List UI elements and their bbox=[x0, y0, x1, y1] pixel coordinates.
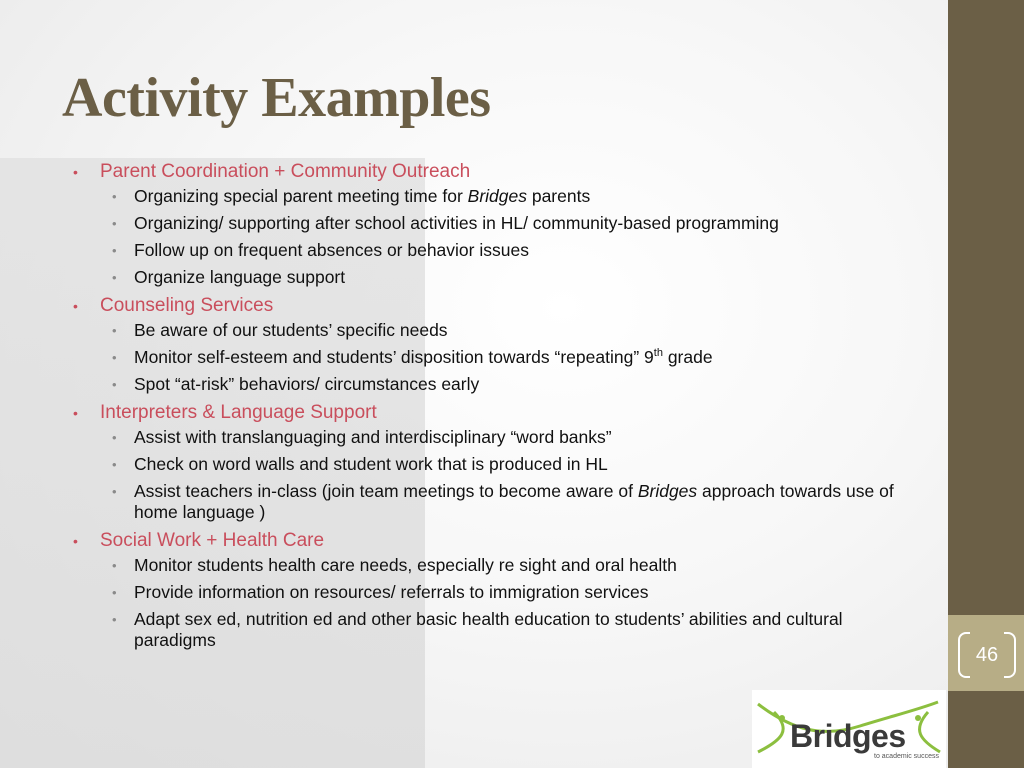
sub-bullet-icon: • bbox=[112, 270, 117, 285]
sub-bullet-icon: • bbox=[112, 457, 117, 472]
list-item bbox=[100, 427, 910, 448]
sub-bullet-icon: • bbox=[112, 585, 117, 600]
section-heading: Interpreters & Language Support bbox=[100, 402, 377, 423]
bridges-logo bbox=[752, 690, 946, 768]
list-item bbox=[100, 347, 910, 368]
list-item bbox=[100, 582, 910, 603]
bullet-icon: • bbox=[73, 298, 78, 314]
page-number-frame bbox=[958, 632, 1016, 676]
sub-bullet-icon: • bbox=[112, 323, 117, 338]
list-item bbox=[100, 240, 910, 261]
item-emphasis: Bridges bbox=[637, 481, 698, 501]
sub-bullet-icon: • bbox=[112, 189, 117, 204]
list-item bbox=[100, 267, 910, 288]
section-item bbox=[70, 160, 910, 288]
list-item bbox=[100, 454, 910, 475]
bullet-content bbox=[70, 160, 910, 657]
section-heading: Counseling Services bbox=[100, 295, 274, 316]
superscript: th bbox=[653, 347, 663, 360]
list-item bbox=[100, 555, 910, 576]
sub-list bbox=[100, 320, 910, 395]
sub-bullet-icon: • bbox=[112, 430, 117, 445]
item-text: Check on word walls and student work that is produced in HL bbox=[134, 454, 608, 474]
item-text: Organizing special parent meeting time for bbox=[134, 186, 468, 206]
sub-bullet-icon: • bbox=[112, 377, 117, 392]
slide-title: Activity Examples bbox=[62, 67, 491, 129]
section-heading: Parent Coordination + Community Outreach bbox=[100, 161, 471, 182]
sub-bullet-icon: • bbox=[112, 350, 117, 365]
sub-bullet-icon: • bbox=[112, 484, 117, 499]
item-text: grade bbox=[662, 347, 713, 367]
page-number: 46 bbox=[975, 644, 999, 666]
item-text: parents bbox=[526, 186, 591, 206]
item-text: Spot “at-risk” behaviors/ circumstances early bbox=[134, 374, 480, 394]
item-text: Assist teachers in-class (join team meetings to become aware of bbox=[134, 481, 638, 501]
sub-list bbox=[100, 427, 910, 523]
bullet-icon: • bbox=[73, 405, 78, 421]
bullet-icon: • bbox=[73, 164, 78, 180]
list-item bbox=[100, 481, 910, 523]
list-item bbox=[100, 609, 910, 651]
item-text: Adapt sex ed, nutrition ed and other basic health education to students’ abilities and cultural paradigms bbox=[134, 609, 843, 650]
sub-bullet-icon: • bbox=[112, 558, 117, 573]
item-text: Organizing/ supporting after school activities in HL/ community-based programming bbox=[134, 213, 779, 233]
item-text: approach towards use of home language ) bbox=[134, 481, 894, 522]
item-text: Be aware of our students’ specific needs bbox=[134, 320, 448, 340]
sub-bullet-icon: • bbox=[112, 216, 117, 231]
sub-bullet-icon: • bbox=[112, 243, 117, 258]
sub-bullet-icon: • bbox=[112, 612, 117, 627]
logo-wordmark: Bridges bbox=[790, 718, 906, 754]
list-item bbox=[100, 186, 910, 207]
section-list bbox=[70, 160, 910, 651]
item-emphasis: Bridges bbox=[467, 186, 527, 206]
section-item bbox=[70, 401, 910, 523]
section-heading: Social Work + Health Care bbox=[100, 530, 325, 551]
list-item bbox=[100, 213, 910, 234]
list-item bbox=[100, 320, 910, 341]
item-text: Follow up on frequent absences or behavior issues bbox=[134, 240, 529, 260]
sub-list bbox=[100, 186, 910, 288]
sub-list bbox=[100, 555, 910, 651]
item-text: Monitor students health care needs, especially re sight and oral health bbox=[134, 555, 677, 575]
item-text: Organize language support bbox=[134, 267, 346, 287]
list-item bbox=[100, 374, 910, 395]
item-text: Assist with translanguaging and interdisciplinary “word banks” bbox=[134, 427, 612, 447]
section-item bbox=[70, 529, 910, 651]
item-text: Provide information on resources/ referrals to immigration services bbox=[134, 582, 649, 602]
item-text: Monitor self-esteem and students’ disposition towards “repeating” 9 bbox=[134, 347, 654, 367]
logo-tagline: to academic success bbox=[874, 753, 939, 760]
section-item bbox=[70, 294, 910, 395]
bullet-icon: • bbox=[73, 533, 78, 549]
